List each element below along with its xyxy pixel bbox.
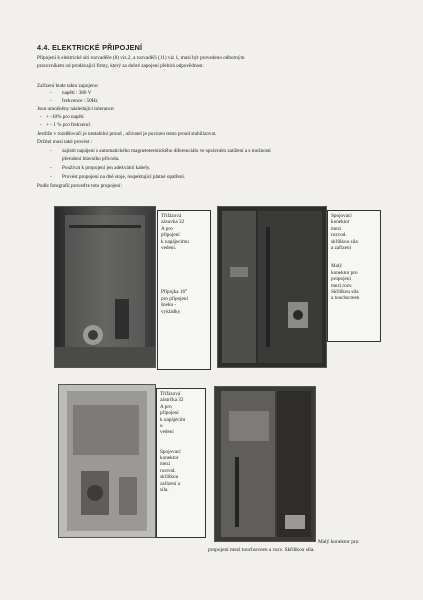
spec-voltage: napětí : 380 V bbox=[62, 90, 92, 96]
photo-cabinet-right-image bbox=[218, 207, 326, 367]
label-three-phase-plug: Třífázová zástrčka 32 A pro připojení k napájecím u vedení Spojovací konektor mezi rozvod. skříňkou zařízení a sila. bbox=[160, 391, 186, 494]
photo-cabinet-left-image bbox=[55, 207, 155, 367]
specs-title: Zařízení bude takto zapojeno: bbox=[37, 83, 99, 89]
tolerance-voltage: + -10% pro napětí bbox=[46, 114, 84, 120]
photo-intro: Podle fotografií proveďte toto propojení: bbox=[37, 183, 122, 189]
label-connector-cabinet-device: Spojovací konektor mezi rozvod. skříňkou sila a zařízení bbox=[331, 213, 358, 252]
label-box-2 bbox=[327, 210, 381, 342]
label-box-1 bbox=[157, 210, 211, 370]
section-heading: 4.4. ELEKTRICKÉ PŘIPOJENÍ bbox=[37, 43, 143, 52]
bullet-dash: - bbox=[50, 148, 52, 154]
photo-plug-bottom-left bbox=[58, 384, 156, 538]
label-box-3 bbox=[156, 388, 206, 538]
tolerance-frequency: + - 1 % pro frekvenci bbox=[46, 122, 91, 128]
label-connector-16: Přípojka 16° pro připojení šneku - vykládky bbox=[161, 289, 188, 315]
bullet-dash: - bbox=[50, 174, 52, 180]
label-three-phase-socket: Třífázová zásuvka 32 A pro připojení k napájecímu vedení. bbox=[161, 213, 189, 252]
photo-cabinet-left bbox=[54, 206, 156, 368]
caption-line-2: propojení mezi touchscreen a rozv. Skříňkou sila. bbox=[208, 547, 315, 553]
bullet-dash: - bbox=[50, 98, 52, 104]
photo-cabinet-right bbox=[217, 206, 327, 368]
photo-plug-bottom-left-image bbox=[59, 385, 155, 537]
duty-1-line-1: zajistit napájení s automatického magnetotermického diferenciálu ve správném zatížení a s možností bbox=[62, 148, 271, 154]
bullet-dash: - bbox=[50, 165, 52, 171]
duty-3: Provést propojení na dně stoje, respektující platné opatření. bbox=[62, 174, 186, 180]
label-small-connector-touchscreen: Malý konektor pro propojení mezi rozv. Skříňkou sila a touchscreen bbox=[331, 263, 360, 302]
duty-1-line-2: přerušení hlavního přívodu. bbox=[62, 156, 120, 162]
intro-line-2: pracovníkem od prodávající firmy, který za dobré zapojení přebírá odpovědnost. bbox=[37, 63, 204, 69]
photo-touchscreen-connector bbox=[214, 386, 316, 542]
protection-line-1: Jestliže v rozdělovači je nestabilní proud , uživatel je povinen tento proud stabilizovat. bbox=[37, 131, 217, 137]
bullet-dash: - bbox=[50, 90, 52, 96]
duty-2: Používat k propojení jen adekvátní kabely. bbox=[62, 165, 151, 171]
bullet-dash: - bbox=[40, 114, 42, 120]
spec-frequency: frekvence : 50Hz bbox=[62, 98, 98, 104]
intro-line-1: Připojení k elektrické síti rozvaděče (8) viz.2, a rozvaděči (11) viz 1, musí být provedeno odborným bbox=[37, 55, 245, 61]
protection-line-2: Držitel musí také provést : bbox=[37, 139, 93, 145]
tolerance-title: Jsou umožněny následující tolerance: bbox=[37, 106, 115, 112]
photo-touchscreen-connector-image bbox=[215, 387, 315, 541]
caption-line-1: Malý konektor pro bbox=[318, 539, 359, 545]
bullet-dash: - bbox=[40, 122, 42, 128]
